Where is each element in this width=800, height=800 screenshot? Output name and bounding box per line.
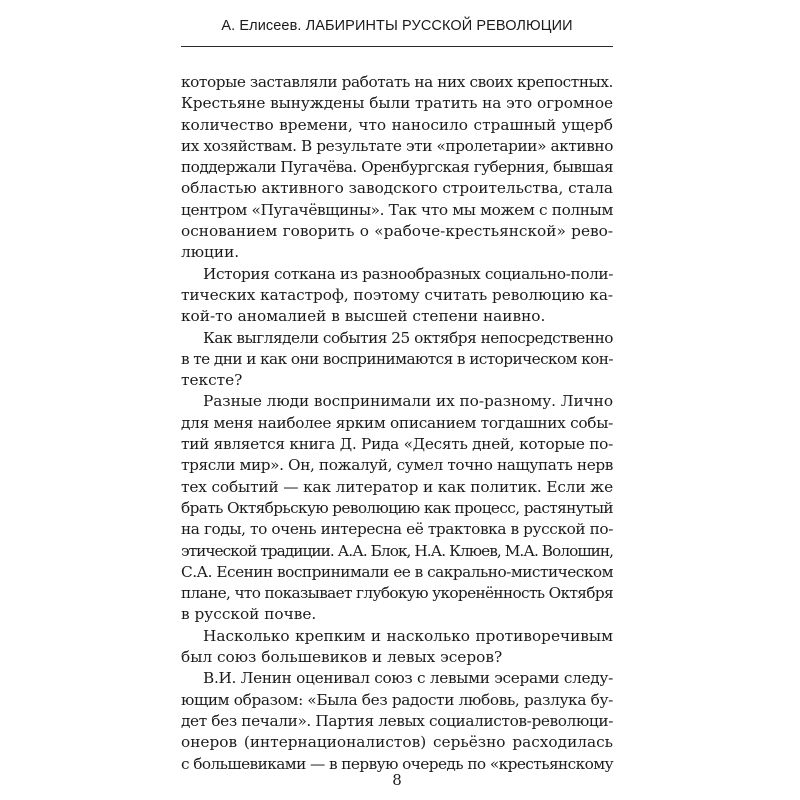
page-number: 8 (392, 771, 402, 789)
text-line: в русской почве. (181, 605, 317, 624)
text-line: на годы, то очень интересна её трактовка в русской по- (181, 520, 613, 539)
text-line: в те дни и как они воспринимаются в историческом кон- (181, 349, 613, 368)
text-line: тий является книга Д. Рида «Десять дней, которые по- (181, 435, 613, 454)
text-line: С.А. Есенин воспринимали ее в сакрально-мистическом (181, 562, 613, 581)
text-line: которые заставляли работать на них своих крепостных. (181, 73, 613, 91)
text-line: областью активного заводского строительства, стала (181, 179, 613, 198)
book-page (157, 0, 643, 800)
text-line: с большевиками — в первую очередь по «крестьянскому (181, 754, 613, 773)
text-line: для меня наиболее ярким описанием тогдашних собы- (181, 413, 613, 432)
text-line: Крестьяне вынуждены были тратить на это огромное (181, 94, 613, 113)
text-line: Насколько крепким и насколько противоречивым (203, 626, 613, 645)
text-line: брать Октябрьскую революцию как процесс, растянутый (181, 498, 613, 517)
text-line: тех событий — как литератор и как политик. Если же (181, 477, 613, 496)
text-line: количество времени, что наносило страшный ущерб (181, 115, 613, 134)
header-rule (181, 46, 613, 47)
text-line: Разные люди воспринимали их по-разному. Лично (203, 392, 613, 411)
text-line: тексте? (181, 371, 243, 390)
text-line: История соткана из разнообразных социально-поли- (203, 264, 613, 283)
text-line: онеров (интернационалистов) серьёзно расходилась (181, 733, 613, 752)
text-line: люции. (181, 243, 240, 262)
text-line: центром «Пугачёвщины». Так что мы можем с полным (181, 200, 613, 219)
text-line: этической традиции. А.А. Блок, Н.А. Клюев, М.А. Волошин, (181, 541, 613, 560)
body-text (181, 72, 613, 775)
text-line: В.И. Ленин оценивал союз с левыми эсерами следу- (203, 669, 613, 688)
text-line: плане, что показывает глубокую укоренённость Октября (181, 584, 613, 603)
text-line: их хозяйствам. В результате эти «пролетарии» активно (181, 136, 613, 155)
text-line: дет без печали». Партия левых социалистов-революци- (181, 711, 613, 730)
text-line: трясли мир». Он, пожалуй, сумел точно нащупать нерв (181, 456, 613, 475)
running-header: А. Елисеев. ЛАБИРИНТЫ РУССКОЙ РЕВОЛЮЦИИ (221, 18, 573, 34)
text-line: кой-то аномалией в высшей степени наивно. (181, 307, 546, 326)
text-line: основанием говорить о «рабоче-крестьянской» рево- (181, 222, 613, 241)
text-line: ющим образом: «Была без радости любовь, разлука бу- (181, 690, 613, 709)
text-line: тических катастроф, поэтому считать революцию ка- (181, 285, 613, 304)
text-line: Как выглядели события 25 октября непосредственно (203, 328, 613, 347)
text-line: был союз большевиков и левых эсеров? (181, 648, 503, 667)
text-line: поддержали Пугачёва. Оренбургская губерния, бывшая (181, 158, 613, 177)
